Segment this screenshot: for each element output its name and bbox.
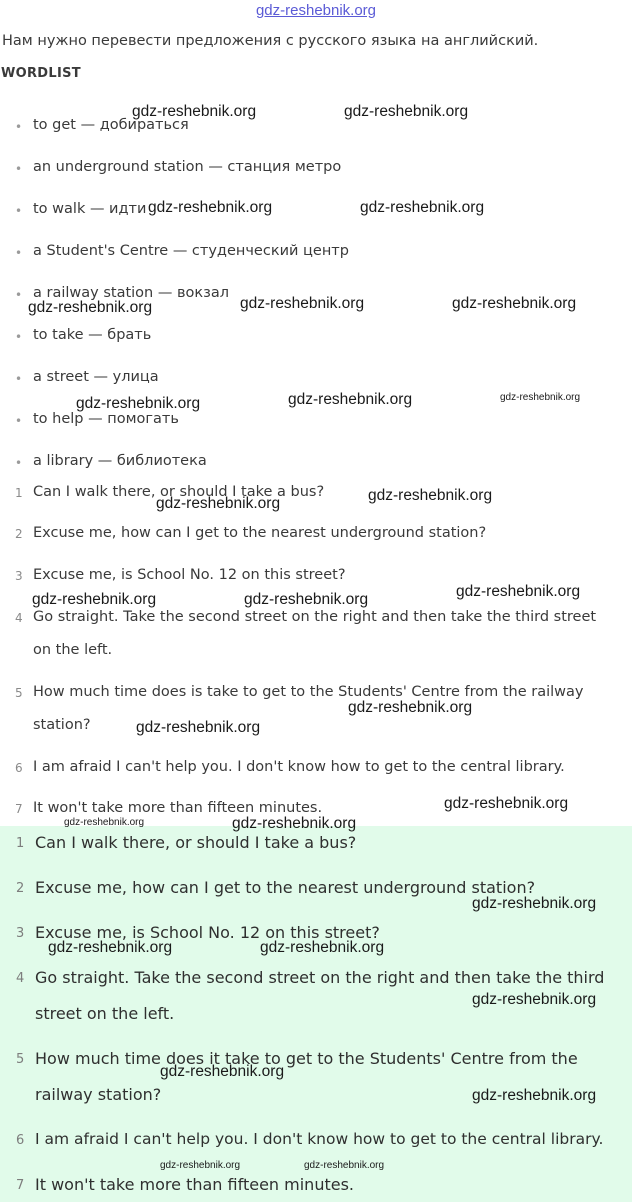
item-text: It won't take more than fifteen minutes. — [33, 800, 323, 816]
item-text: Can I walk there, or should I take a bus? — [35, 833, 357, 852]
item-number: 1 — [15, 486, 23, 500]
bullet-icon: • — [15, 120, 23, 134]
wordlist-title: WORDLIST — [1, 66, 81, 81]
wordlist-item-text: a railway station — вокзал — [33, 285, 229, 301]
watermark: gdz-reshebnik.org — [48, 939, 173, 956]
watermark: gdz-reshebnik.org — [64, 817, 145, 828]
site-link[interactable]: gdz-reshebnik.org — [255, 2, 377, 19]
item-number: 7 — [16, 1178, 25, 1193]
watermark: gdz-reshebnik.org — [368, 487, 493, 504]
watermark: gdz-reshebnik.org — [148, 199, 273, 216]
item-text: I am afraid I can't help you. I don't know how to get to the central library. — [35, 1130, 604, 1148]
item-number: 4 — [16, 971, 25, 986]
wordlist-item-text: to help — помогать — [33, 411, 179, 427]
watermark: gdz-reshebnik.org — [32, 591, 157, 608]
bullet-icon: • — [15, 288, 23, 302]
item-text-continued: street on the left. — [35, 1004, 175, 1023]
bullet-icon: • — [15, 372, 23, 386]
watermark: gdz-reshebnik.org — [160, 1063, 285, 1080]
item-text: Go straight. Take the second street on the right and then take the third street — [33, 609, 597, 625]
watermark: gdz-reshebnik.org — [472, 991, 597, 1008]
watermark: gdz-reshebnik.org — [288, 391, 413, 408]
item-text: Go straight. Take the second street on the right and then take the third — [35, 968, 605, 987]
item-text-continued: on the left. — [33, 642, 113, 658]
watermark: gdz-reshebnik.org — [160, 1160, 241, 1171]
item-number: 2 — [15, 527, 23, 541]
item-text: I am afraid I can't help you. I don't know how to get to the central library. — [33, 759, 565, 775]
item-text: How much time does it take to get to the Students' Centre from the — [35, 1049, 578, 1068]
wordlist-item-text: to walk — идти — [33, 201, 147, 217]
wordlist-item-text: a Student's Centre — студенческий центр — [33, 243, 349, 259]
bullet-icon: • — [15, 330, 23, 344]
watermark: gdz-reshebnik.org — [28, 299, 153, 316]
item-number: 3 — [15, 569, 23, 583]
watermark: gdz-reshebnik.org — [344, 103, 469, 120]
watermark: gdz-reshebnik.org — [456, 583, 581, 600]
wordlist-item-text: a library — библиотека — [33, 453, 207, 469]
item-text: Excuse me, how can I get to the nearest underground station? — [35, 878, 536, 897]
bullet-icon: • — [15, 246, 23, 260]
watermark: gdz-reshebnik.org — [244, 591, 369, 608]
watermark: gdz-reshebnik.org — [76, 395, 201, 412]
bullet-icon: • — [15, 414, 23, 428]
wordlist-item-text: an underground station — станция метро — [33, 159, 342, 175]
watermark: gdz-reshebnik.org — [232, 815, 357, 832]
item-text: Excuse me, is School No. 12 on this street? — [33, 567, 346, 583]
item-number: 1 — [16, 836, 25, 851]
item-text: How much time does is take to get to the Students' Centre from the railway — [33, 684, 584, 700]
bullet-icon: • — [15, 204, 23, 218]
watermark: gdz-reshebnik.org — [444, 795, 569, 812]
item-number: 5 — [16, 1052, 25, 1067]
item-number: 7 — [15, 802, 23, 816]
item-number: 6 — [16, 1133, 25, 1148]
item-text: Excuse me, how can I get to the nearest underground station? — [33, 525, 487, 541]
item-number: 3 — [16, 926, 25, 941]
watermark: gdz-reshebnik.org — [240, 295, 365, 312]
watermark: gdz-reshebnik.org — [136, 719, 261, 736]
item-text: Can I walk there, or should I take a bus? — [33, 484, 325, 500]
watermark: gdz-reshebnik.org — [260, 939, 385, 956]
watermark: gdz-reshebnik.org — [452, 295, 577, 312]
bullet-icon: • — [15, 456, 23, 470]
item-text-continued: railway station? — [35, 1085, 162, 1104]
wordlist-item-text: to take — брать — [33, 327, 152, 343]
item-number: 6 — [15, 761, 23, 775]
watermark: gdz-reshebnik.org — [132, 103, 257, 120]
item-text: Excuse me, is School No. 12 on this street? — [35, 923, 380, 942]
watermark: gdz-reshebnik.org — [500, 392, 581, 403]
watermark: gdz-reshebnik.org — [304, 1160, 385, 1171]
item-number: 4 — [15, 611, 23, 625]
item-number: 2 — [16, 881, 25, 896]
wordlist-item-text: a street — улица — [33, 369, 159, 385]
watermark: gdz-reshebnik.org — [472, 895, 597, 912]
item-text-continued: station? — [33, 717, 91, 733]
item-text: It won't take more than fifteen minutes. — [35, 1175, 354, 1194]
watermark: gdz-reshebnik.org — [472, 1087, 597, 1104]
wordlist-item-text: to get — добираться — [33, 117, 189, 133]
item-number: 5 — [15, 686, 23, 700]
intro-text: Нам нужно перевести предложения с русского языка на английский. — [2, 33, 539, 49]
watermark: gdz-reshebnik.org — [156, 495, 281, 512]
watermark: gdz-reshebnik.org — [360, 199, 485, 216]
bullet-icon: • — [15, 162, 23, 176]
watermark: gdz-reshebnik.org — [348, 699, 473, 716]
